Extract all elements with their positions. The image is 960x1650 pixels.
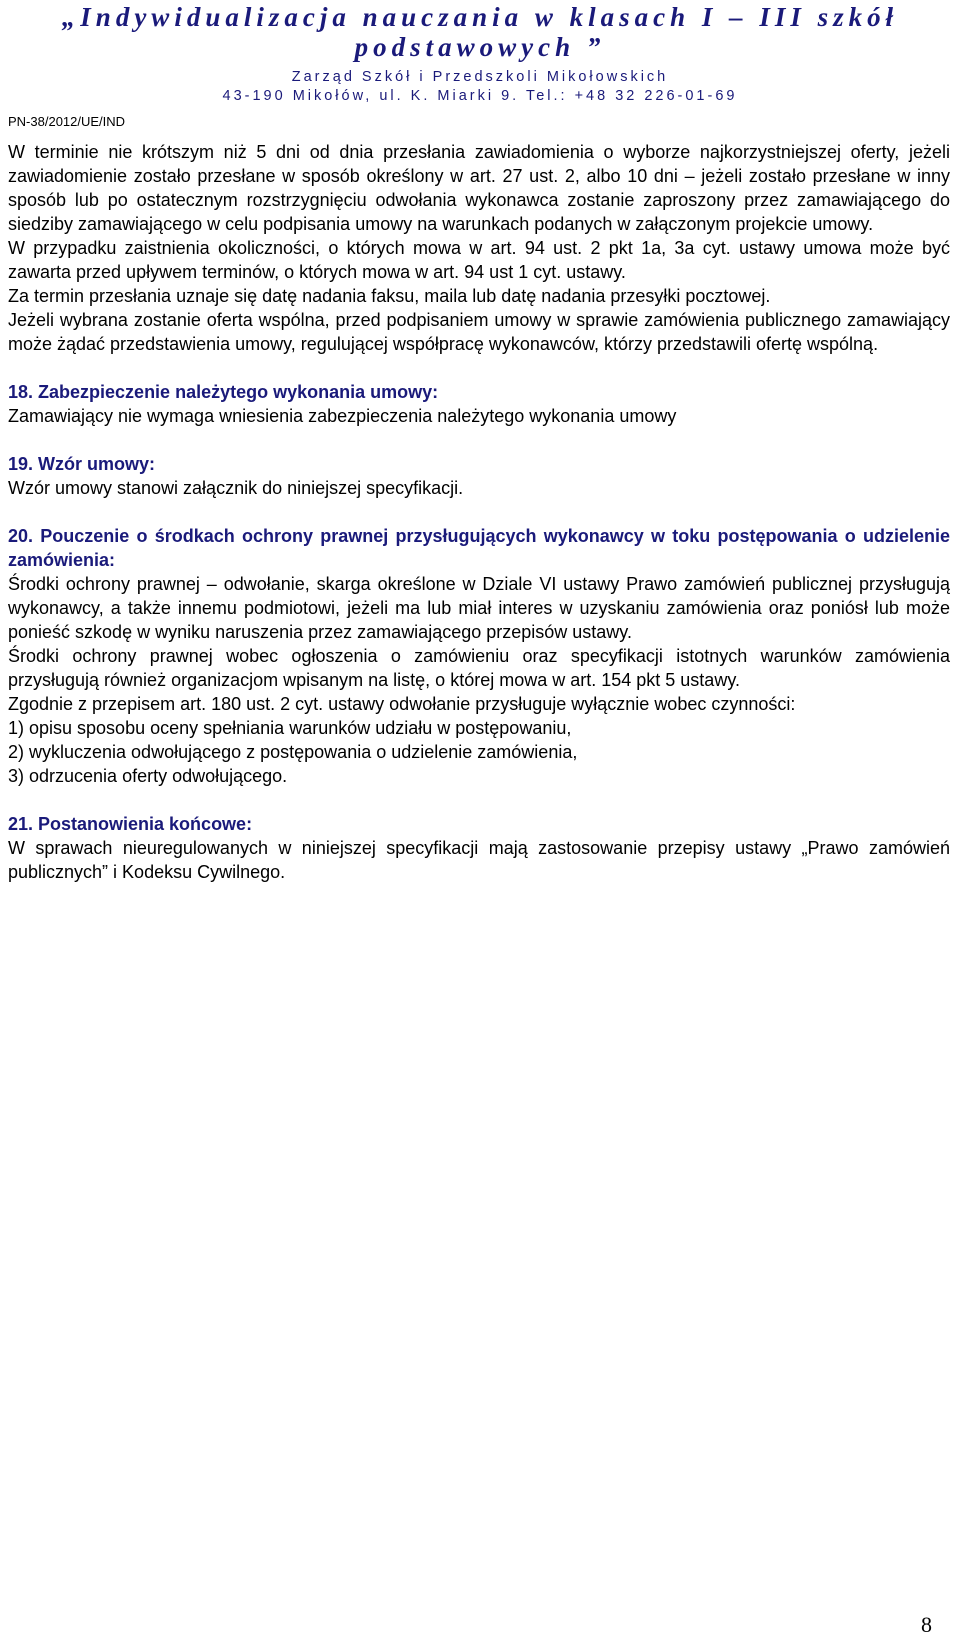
section-20-paragraph-3: Zgodnie z przepisem art. 180 ust. 2 cyt. ustawy odwołanie przysługuje wyłącznie wobec czynności: <box>8 694 796 714</box>
section-20-title: 20. Pouczenie o środkach ochrony prawnej przysługujących wykonawcy w toku postępowania o udzielenie zamówienia: <box>8 526 950 570</box>
page-number: 8 <box>921 1612 932 1637</box>
section-19-title: 19. Wzór umowy: <box>8 454 156 474</box>
intro-paragraph-1: W terminie nie krótszym niż 5 dni od dnia przesłania zawiadomienia o wyborze najkorzystniejszej oferty, jeżeli zawiadomienie zostało przesłane w sposób określony w art. 27 ust. 2, albo 10 dni – jeżeli zostało przesłane w inny sposób lub po ostatecznym rozstrzygnięciu odwołania wykonawca zostanie zaproszony przez zamawiającego do siedziby zamawiającego w celu podpisania umowy na warunkach podanych w załączonym projekcie umowy. <box>8 142 950 234</box>
organization-name: Zarząd Szkół i Przedszkoli Mikołowskich <box>291 69 669 85</box>
section-19-text: Wzór umowy stanowi załącznik do niniejszej specyfikacji. <box>8 478 464 498</box>
list-item: 1) opisu sposobu oceny spełniania warunków udziału w postępowaniu, <box>8 718 572 738</box>
document-body <box>8 140 950 884</box>
intro-paragraph-3: Za termin przesłania uznaje się datę nadania faksu, maila lub datę nadania przesyłki pocztowej. <box>8 286 771 306</box>
organization-address: 43-190 Mikołów, ul. K. Miarki 9. Tel.: +48 32 226-01-69 <box>222 88 738 104</box>
project-title <box>0 2 960 62</box>
section-21-title: 21. Postanowienia końcowe: <box>8 814 253 834</box>
section-20-paragraph-2: Środki ochrony prawnej wobec ogłoszenia o zamówieniu oraz specyfikacji istotnych warunków zamówienia przysługują również organizacjom wpisanym na listę, o której mowa w art. 154 pkt 5 ustawy. <box>8 646 950 690</box>
list-item: 3) odrzucenia oferty odwołującego. <box>8 766 288 786</box>
intro-paragraph-2: W przypadku zaistnienia okoliczności, o których mowa w art. 94 ust. 2 pkt 1a, 3a cyt. ustawy umowa może być zawarta przed upływem terminów, o których mowa w art. 94 ust 1 cyt. ustawy. <box>8 238 950 282</box>
list-item: 2) wykluczenia odwołującego z postępowania o udzielenie zamówienia, <box>8 742 578 762</box>
section-21-text: W sprawach nieuregulowanych w niniejszej specyfikacji mają zastosowanie przepisy ustawy „Prawo zamówień publicznych” i Kodeksu Cywilnego. <box>8 838 950 882</box>
section-18-title: 18. Zabezpieczenie należytego wykonania umowy: <box>8 382 439 402</box>
document-reference: PN-38/2012/UE/IND <box>8 114 126 129</box>
page-header <box>0 0 960 129</box>
section-20-paragraph-1: Środki ochrony prawnej – odwołanie, skarga określone w Dziale VI ustawy Prawo zamówień publicznej przysługują wykonawcy, a także innemu podmiotowi, jeżeli ma lub miał interes w uzyskaniu zamówienia oraz poniósł lub może ponieść szkodę w wyniku naruszenia przez zamawiającego przepisów ustawy. <box>8 574 950 642</box>
project-title-line1: „Indywidualizacja nauczania w klasach I – III szkół <box>61 2 899 32</box>
section-18-text: Zamawiający nie wymaga wniesienia zabezpieczenia należytego wykonania umowy <box>8 406 677 426</box>
intro-paragraph-4: Jeżeli wybrana zostanie oferta wspólna, przed podpisaniem umowy w sprawie zamówienia publicznego zamawiający może żądać przedstawienia umowy, regulującej współpracę wykonawców, którzy przedstawili ofertę wspólną. <box>8 310 950 354</box>
project-title-line2: podstawowych ” <box>354 32 606 62</box>
